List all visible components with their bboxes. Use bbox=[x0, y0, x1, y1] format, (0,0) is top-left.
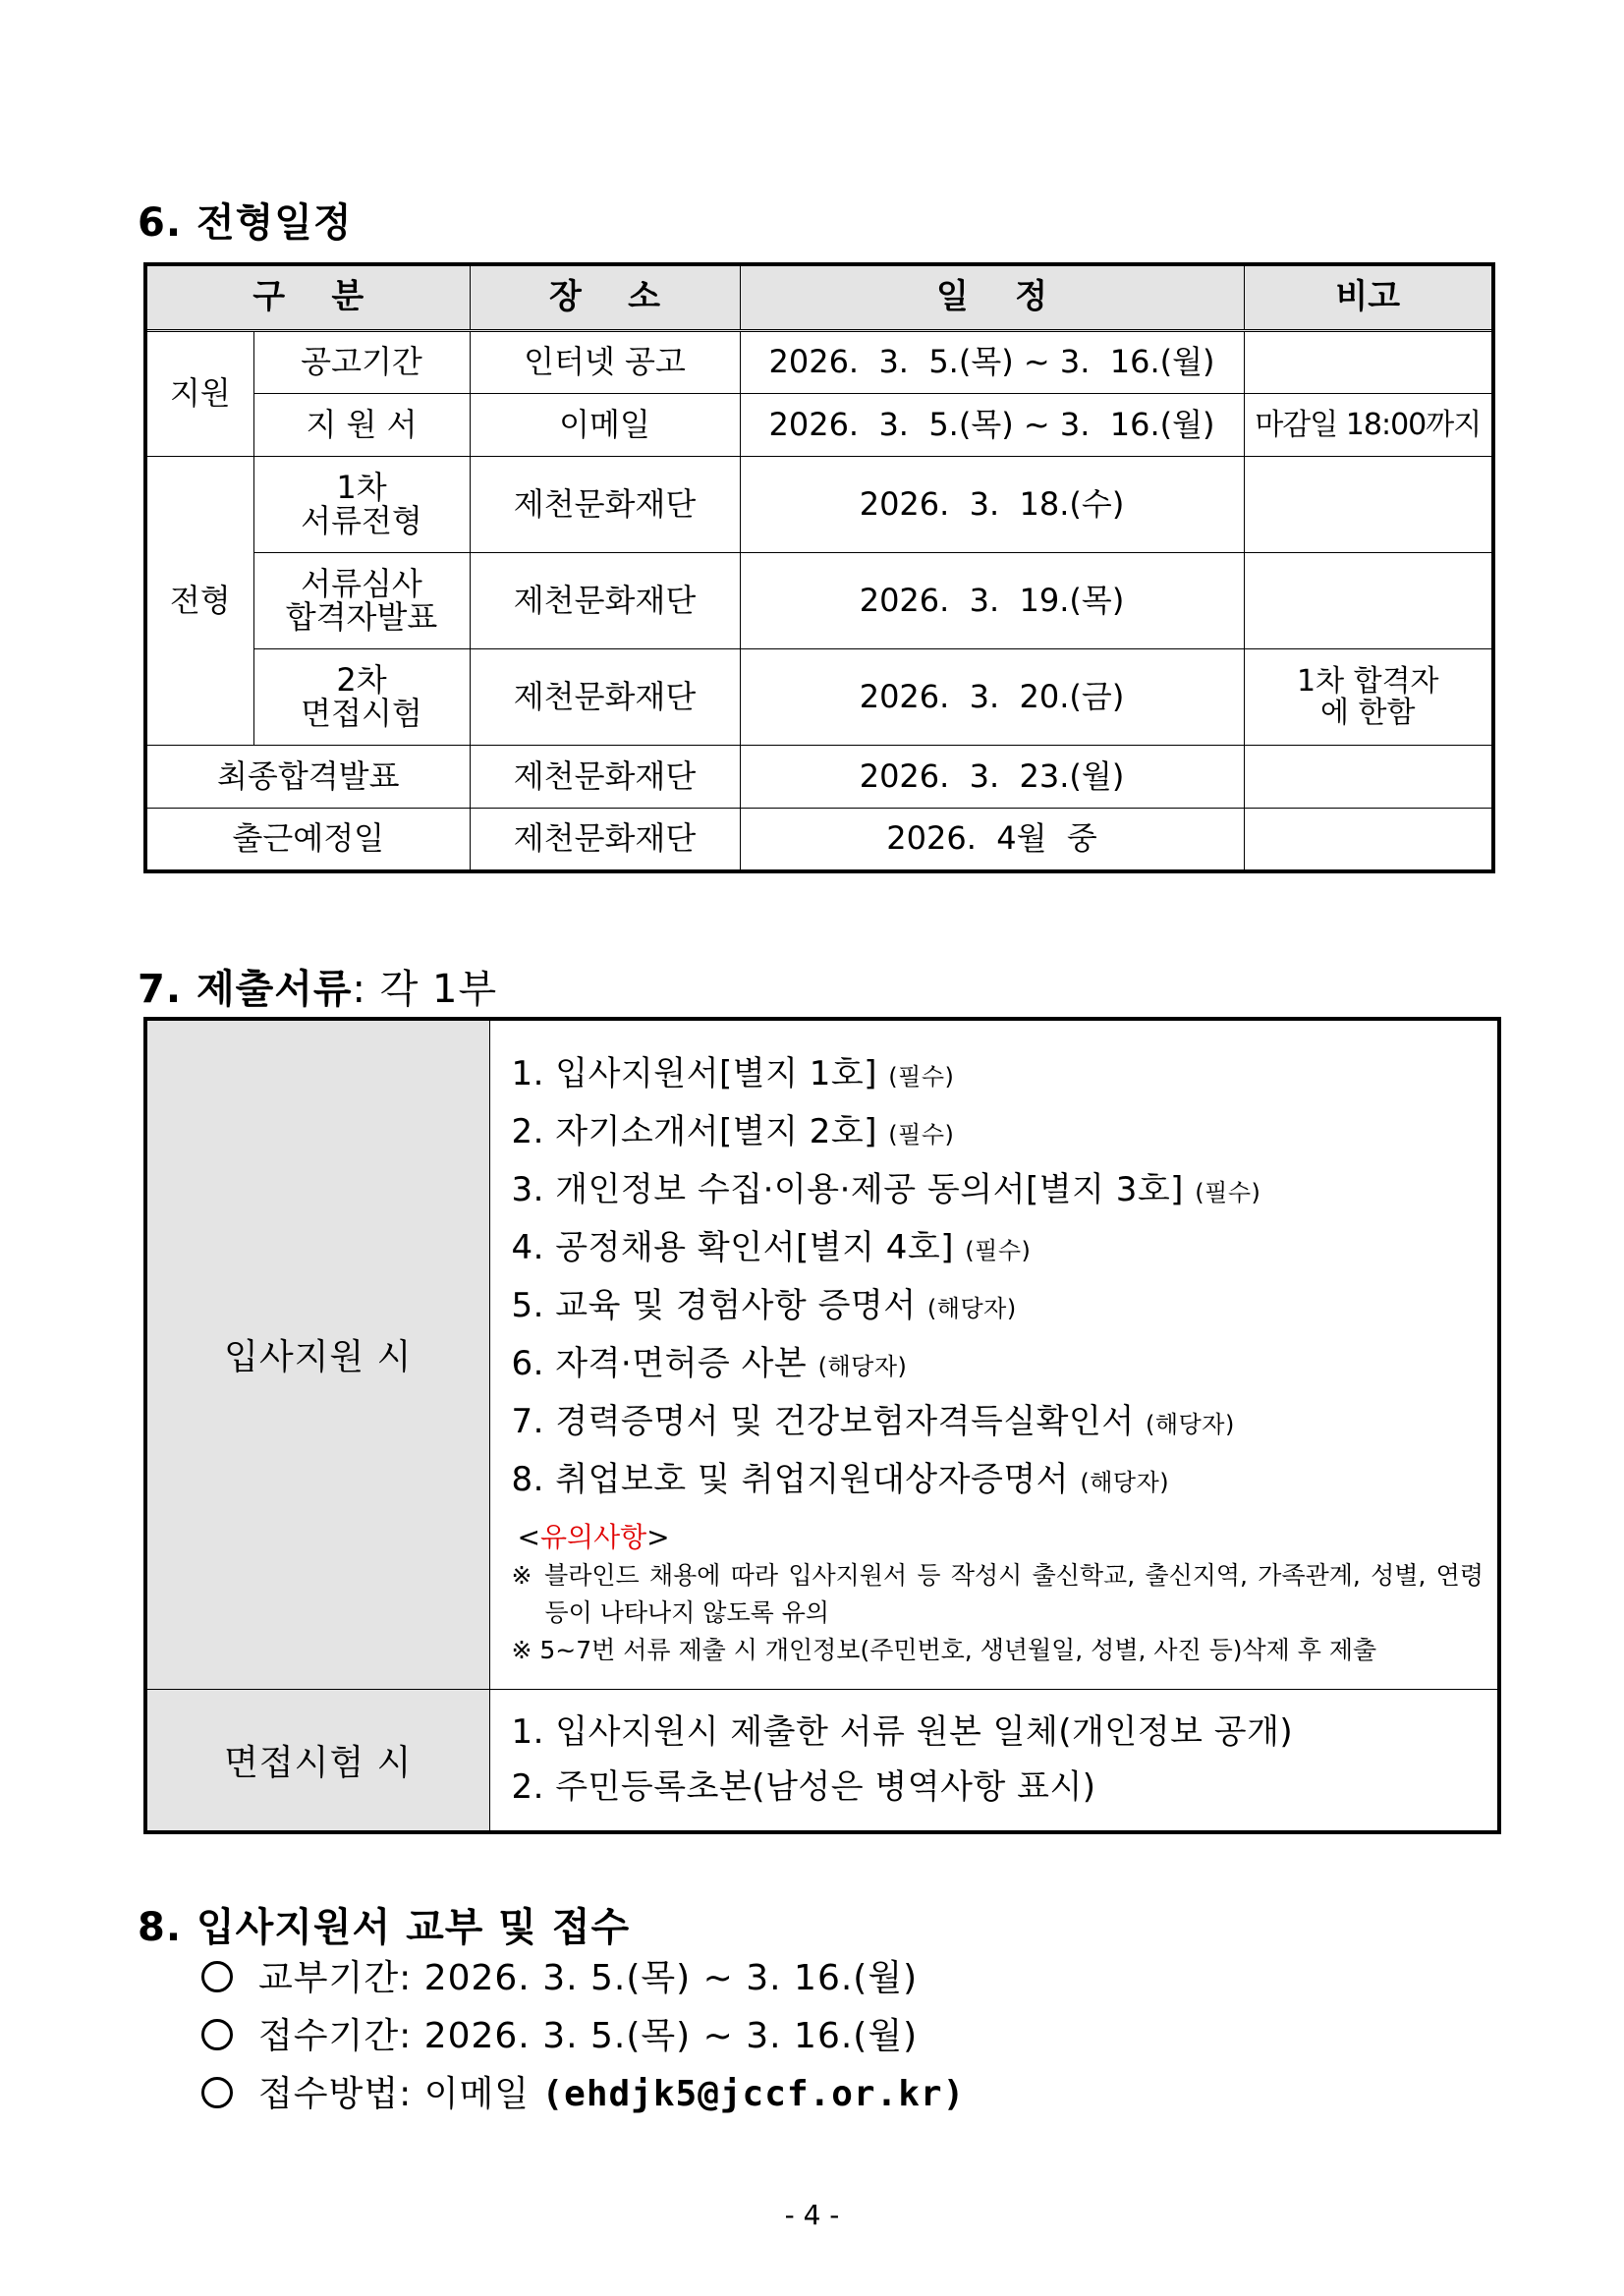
notice-title: 유의사항 bbox=[539, 1520, 647, 1553]
list-item: 3. 개인정보 수집·이용·제공 동의서[별지 3호] (필수) bbox=[511, 1169, 1261, 1209]
row-note: 마감일 18:00까지 bbox=[1244, 394, 1493, 457]
header-note: 비고 bbox=[1244, 264, 1493, 331]
header-place: 장 소 bbox=[470, 264, 740, 331]
table-row bbox=[145, 457, 1493, 553]
row-place: 인터넷 공고 bbox=[470, 331, 740, 394]
documents-row-interview bbox=[145, 1689, 1499, 1832]
row-sub-line2: 서류전형 bbox=[301, 501, 422, 539]
schedule-header-row bbox=[145, 264, 1493, 331]
row-date: 2026. 4월 중 bbox=[740, 809, 1244, 871]
list-item: 2. 주민등록초본(남성은 병역사항 표시) bbox=[511, 1767, 1096, 1808]
row-date: 2026. 3. 23.(월) bbox=[740, 746, 1244, 809]
group-apply: 지원 bbox=[145, 331, 253, 457]
row-note bbox=[1244, 649, 1493, 746]
notice-heading: <유의사항> bbox=[517, 1520, 670, 1553]
row-sub-line2: 합격자발표 bbox=[285, 597, 438, 636]
table-row bbox=[145, 649, 1493, 746]
circle-bullet-icon bbox=[201, 1961, 233, 1992]
row-sub-line1: 1차 bbox=[336, 468, 387, 506]
section-7-title-main: 7. 제출서류 bbox=[138, 967, 353, 1012]
apply-docs-list bbox=[490, 1033, 1498, 1677]
row-sub bbox=[253, 649, 470, 746]
table-row bbox=[145, 809, 1493, 871]
interview-docs-cell bbox=[489, 1689, 1499, 1832]
row-label: 최종합격발표 bbox=[145, 746, 470, 809]
table-row bbox=[145, 331, 1493, 394]
row-date: 2026. 3. 5.(목) ~ 3. 16.(월) bbox=[740, 394, 1244, 457]
row-place: 제천문화재단 bbox=[470, 649, 740, 746]
row-note-line1: 1차 합격자 bbox=[1296, 664, 1439, 699]
circle-bullet-icon bbox=[201, 2019, 233, 2050]
interview-label: 면접시험 시 bbox=[145, 1689, 489, 1832]
notice-item: ※ 블라인드 채용에 따라 입사지원서 등 작성시 출신학교, 출신지역, 가족관계, 성별, 연령 등이 나타나지 않도록 유의 bbox=[511, 1560, 1484, 1627]
section-7-subtitle: : 각 1부 bbox=[352, 967, 498, 1012]
row-note bbox=[1244, 553, 1493, 649]
row-sub-line1: 서류심사 bbox=[301, 564, 422, 602]
list-item: 2. 자기소개서[별지 2호] (필수) bbox=[511, 1111, 955, 1151]
list-item: 접수방법: 이메일 (ehdjk5@jccf.or.kr) bbox=[201, 2066, 965, 2116]
row-place: 제천문화재단 bbox=[470, 809, 740, 871]
circle-bullet-icon bbox=[201, 2077, 233, 2108]
interview-docs-list bbox=[490, 1691, 1498, 1828]
row-date: 2026. 3. 19.(목) bbox=[740, 553, 1244, 649]
row-date: 2026. 3. 5.(목) ~ 3. 16.(월) bbox=[740, 331, 1244, 394]
row-note bbox=[1244, 457, 1493, 553]
documents-row-apply bbox=[145, 1019, 1499, 1689]
row-note bbox=[1244, 746, 1493, 809]
table-row bbox=[145, 553, 1493, 649]
section-7-title bbox=[138, 958, 497, 1014]
list-item: 교부기간: 2026. 3. 5.(목) ~ 3. 16.(월) bbox=[201, 1950, 918, 2000]
row-place: 제천문화재단 bbox=[470, 457, 740, 553]
row-place: 제천문화재단 bbox=[470, 553, 740, 649]
notice-item: ※ 5~7번 서류 제출 시 개인정보(주민번호, 생년월일, 성별, 사진 등)삭제 후 제출 bbox=[511, 1635, 1377, 1664]
row-note bbox=[1244, 331, 1493, 394]
table-row bbox=[145, 394, 1493, 457]
list-item: 1. 입사지원시 제출한 서류 원본 일체(개인정보 공개) bbox=[511, 1712, 1294, 1753]
row-place: 제천문화재단 bbox=[470, 746, 740, 809]
table-row bbox=[145, 746, 1493, 809]
list-item: 접수기간: 2026. 3. 5.(목) ~ 3. 16.(월) bbox=[201, 2008, 918, 2058]
apply-docs-cell bbox=[489, 1019, 1499, 1689]
page-number: - 4 - bbox=[784, 2199, 840, 2231]
header-category: 구 분 bbox=[145, 264, 470, 331]
row-date: 2026. 3. 18.(수) bbox=[740, 457, 1244, 553]
section-6-title: 6. 전형일정 bbox=[138, 200, 353, 246]
list-item: 8. 취업보호 및 취업지원대상자증명서 (해당자) bbox=[511, 1459, 1170, 1499]
row-sub: 공고기간 bbox=[253, 331, 470, 394]
list-item: 7. 경력증명서 및 건강보험자격득실확인서 (해당자) bbox=[511, 1401, 1235, 1441]
list-item: 5. 교육 및 경험사항 증명서 (해당자) bbox=[511, 1285, 1017, 1325]
row-note bbox=[1244, 809, 1493, 871]
header-date: 일 정 bbox=[740, 264, 1244, 331]
row-sub bbox=[253, 457, 470, 553]
email-address: (ehdjk5@jccf.or.kr) bbox=[541, 2074, 966, 2114]
row-note-line2: 에 한함 bbox=[1320, 695, 1416, 730]
section-8-title: 8. 입사지원서 교부 및 접수 bbox=[138, 1905, 631, 1950]
row-place: 이메일 bbox=[470, 394, 740, 457]
group-screening: 전형 bbox=[145, 457, 253, 746]
row-sub bbox=[253, 553, 470, 649]
list-item: 4. 공정채용 확인서[별지 4호] (필수) bbox=[511, 1227, 1032, 1267]
row-date: 2026. 3. 20.(금) bbox=[740, 649, 1244, 746]
row-sub-line2: 면접시험 bbox=[301, 694, 422, 732]
row-label: 출근예정일 bbox=[145, 809, 470, 871]
row-sub: 지 원 서 bbox=[253, 394, 470, 457]
row-sub-line1: 2차 bbox=[336, 660, 387, 699]
apply-label: 입사지원 시 bbox=[145, 1019, 489, 1689]
list-item: 6. 자격·면허증 사본 (해당자) bbox=[511, 1343, 908, 1383]
documents-table bbox=[143, 1017, 1501, 1834]
schedule-table bbox=[143, 262, 1495, 873]
list-item: 1. 입사지원서[별지 1호] (필수) bbox=[511, 1053, 955, 1093]
